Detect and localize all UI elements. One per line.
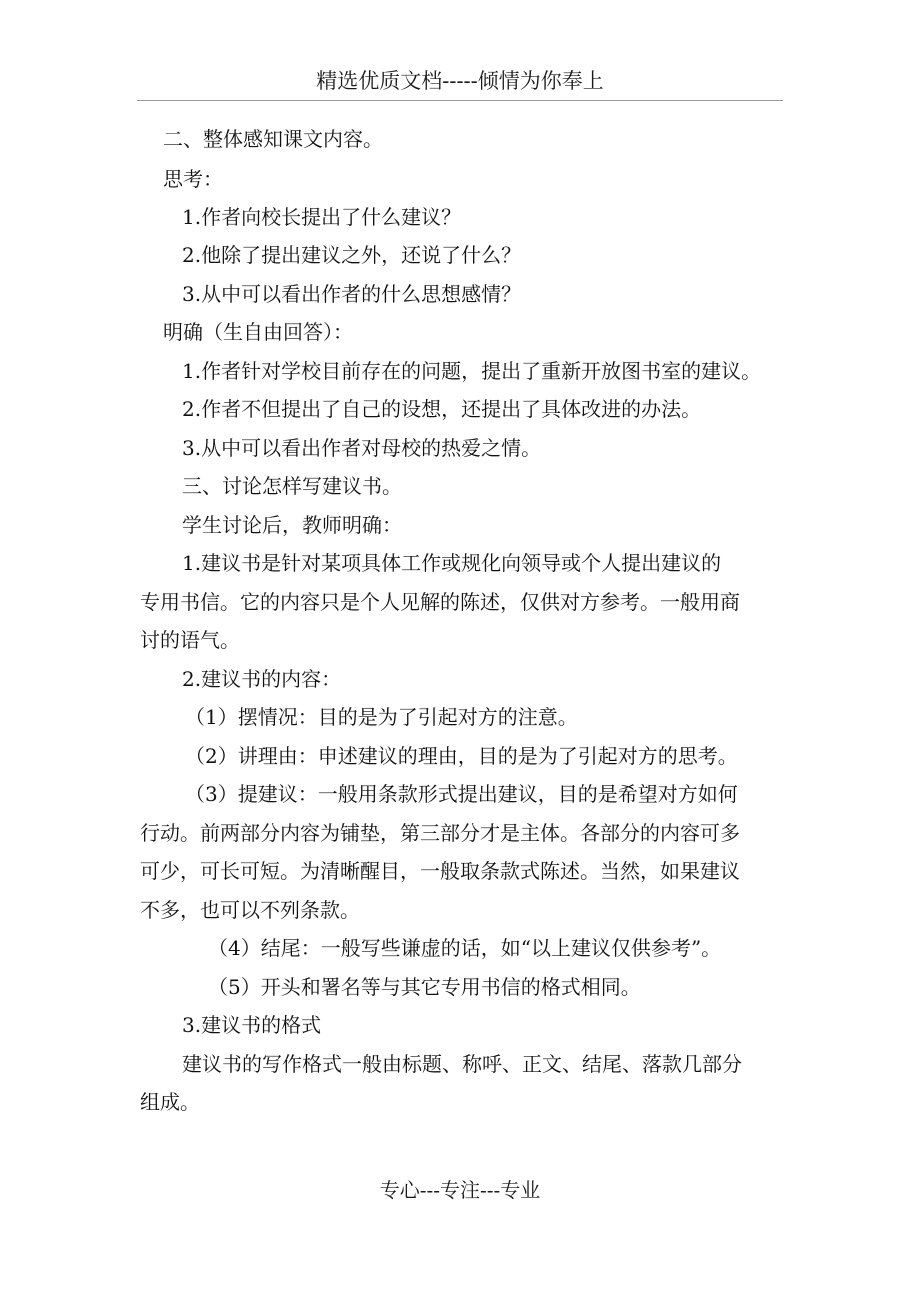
- answer-label: 明确（生自由回答）：: [163, 320, 353, 344]
- answer-1: 1.作者针对学校目前存在的问题，提出了重新开放图书室的建议。: [182, 359, 762, 383]
- content-item-3-line-2: 行动。前两部分内容为铺垫，第三部分才是主体。各部分的内容可多: [140, 821, 740, 845]
- point2-heading: 2.建议书的内容：: [182, 667, 342, 691]
- section3-heading: 三、讨论怎样写建议书。: [182, 474, 402, 498]
- content-item-3-line-1: （3）提建议：一般用条款形式提出建议，目的是希望对方如何: [185, 782, 738, 806]
- content-item-2: （2）讲理由：申述建议的理由，目的是为了引起对方的思考。: [185, 744, 738, 768]
- question-3: 3.从中可以看出作者的什么思想感情？: [182, 282, 522, 306]
- page-header: 精选优质文档-----倾情为你奉上: [316, 69, 604, 93]
- header-divider: [137, 100, 783, 101]
- section2-heading: 二、整体感知课文内容。: [163, 127, 383, 151]
- point3-text-line-1: 建议书的写作格式一般由标题、称呼、正文、结尾、落款几部分: [182, 1052, 742, 1076]
- page-footer: 专心---专注---专业: [379, 1178, 541, 1202]
- think-label: 思考：: [163, 167, 223, 191]
- discussion-intro: 学生讨论后，教师明确：: [182, 513, 402, 537]
- content-item-4: （4）结尾：一般写些谦虚的话，如“以上建议仅供参考”。: [208, 936, 722, 960]
- answer-3: 3.从中可以看出作者对母校的热爱之情。: [182, 436, 542, 460]
- point1-line-1: 1.建议书是针对某项具体工作或规化向领导或个人提出建议的: [182, 551, 722, 575]
- content-item-1: （1）摆情况：目的是为了引起对方的注意。: [185, 705, 578, 729]
- point3-text-line-2: 组成。: [140, 1090, 200, 1114]
- content-item-3-line-3: 可少，可长可短。为清晰醒目，一般取条款式陈述。当然，如果建议: [140, 859, 740, 883]
- content-item-5: （5）开头和署名等与其它专用书信的格式相同。: [208, 975, 641, 999]
- point1-line-2: 专用书信。它的内容只是个人见解的陈述，仅供对方参考。一般用商: [140, 590, 740, 614]
- point1-line-3: 讨的语气。: [140, 628, 240, 652]
- answer-2: 2.作者不但提出了自己的设想，还提出了具体改进的办法。: [182, 397, 702, 421]
- point3-heading: 3.建议书的格式: [182, 1013, 322, 1037]
- content-item-3-line-4: 不多，也可以不列条款。: [140, 898, 360, 922]
- question-2: 2.他除了提出建议之外，还说了什么？: [182, 243, 522, 267]
- question-1: 1.作者向校长提出了什么建议？: [182, 205, 462, 229]
